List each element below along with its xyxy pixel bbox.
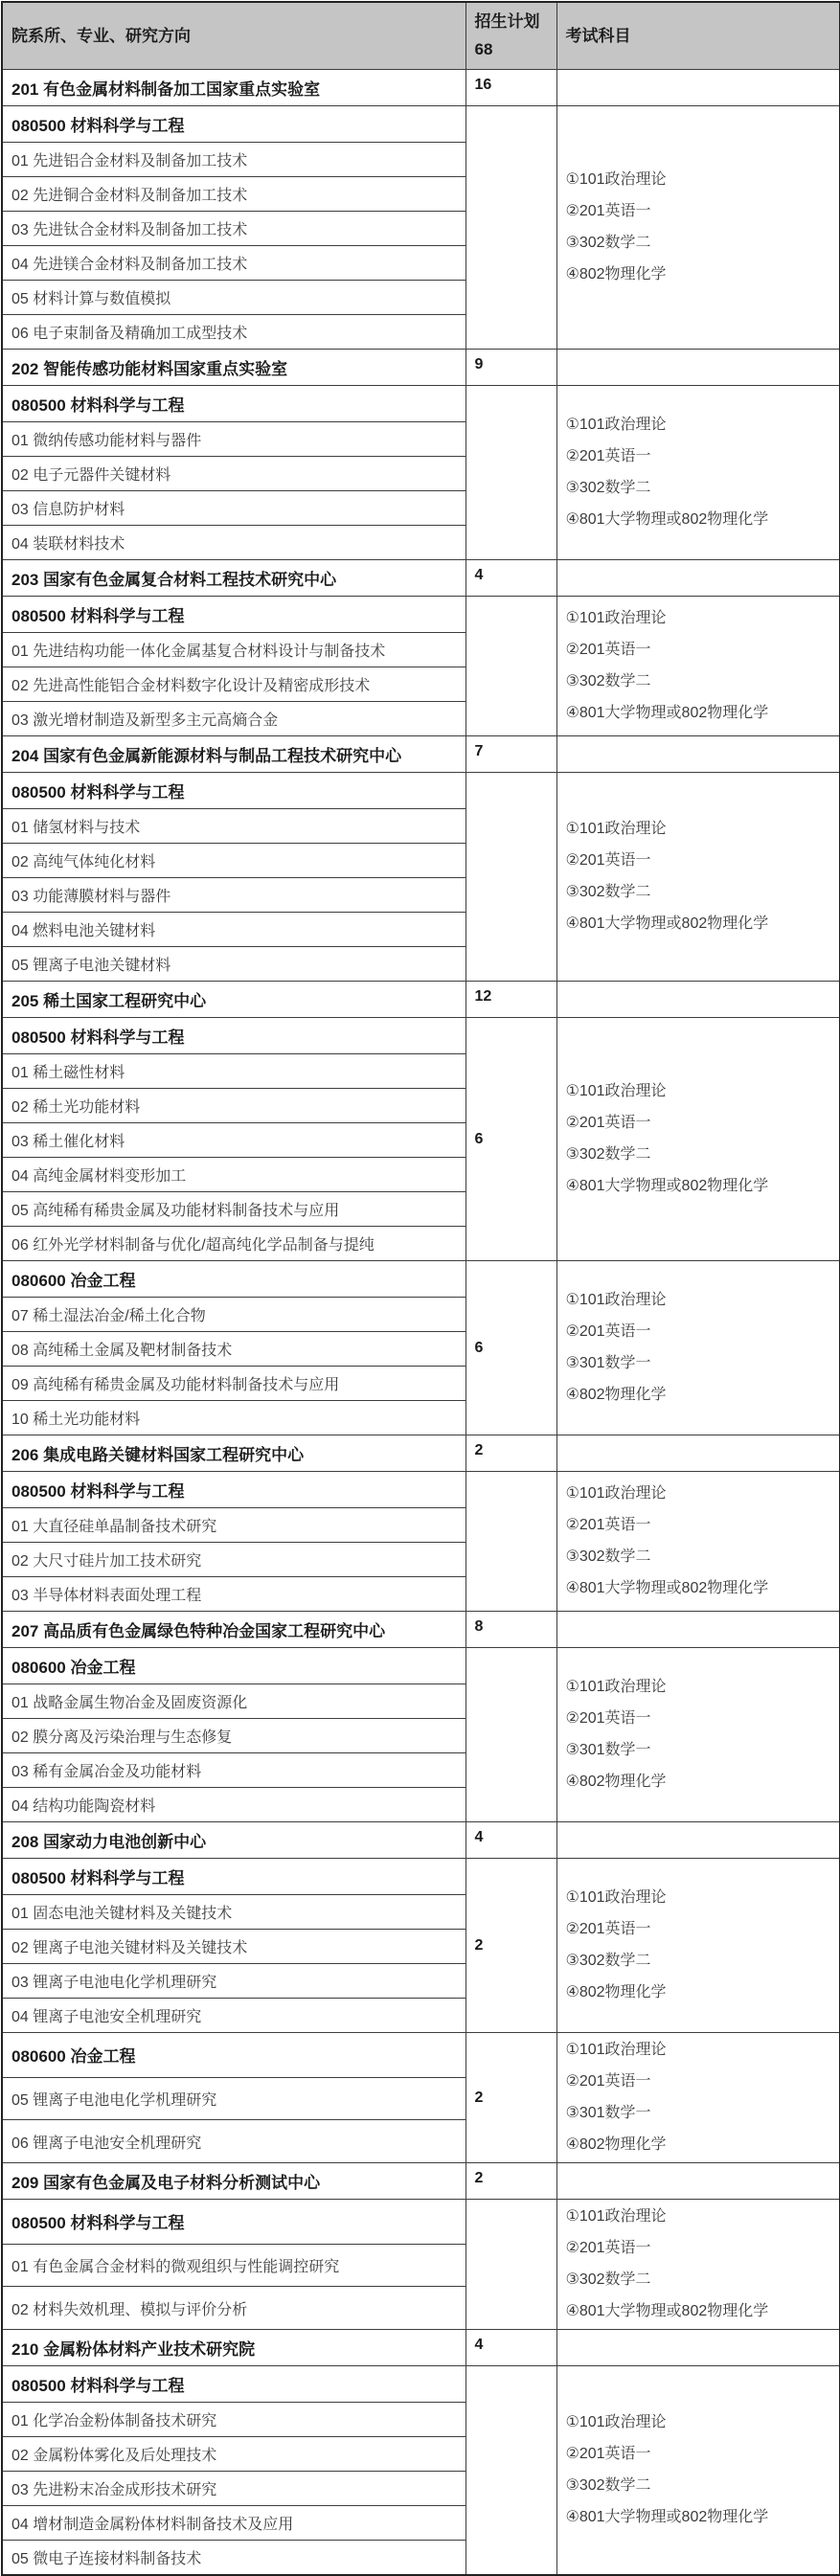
section-plan-cell: 4 <box>465 2330 556 2366</box>
exam-subject-line: ③302数学二 <box>565 884 651 900</box>
header-department-label: 院系所、专业、研究方向 <box>11 26 191 45</box>
group-plan-cell <box>465 386 556 560</box>
header-exam-column <box>556 2 840 70</box>
admission-plan-table <box>1 1 840 2576</box>
direction-cell: 01 固态电池关键材料及关键技术 <box>2 1895 465 1930</box>
direction-cell: 02 金属粉体雾化及后处理技术 <box>2 2437 465 2472</box>
direction-cell: 03 激光增材制造及新型多主元高熵合金 <box>2 702 465 736</box>
exam-subject-line: ④802物理化学 <box>565 1774 667 1790</box>
direction-cell: 02 先进铜合金材料及制备加工技术 <box>2 177 465 212</box>
exam-subjects-cell <box>556 1859 840 2033</box>
direction-cell: 02 先进高性能铝合金材料数字化设计及精密成形技术 <box>2 667 465 702</box>
section-exam-spacer-cell <box>556 1822 840 1859</box>
exam-subject-line: ③301数学一 <box>565 2105 651 2121</box>
exam-subject-line: ④801大学物理或802物理化学 <box>565 2509 769 2525</box>
exam-subjects-cell <box>556 106 840 350</box>
section-plan-cell: 4 <box>465 1822 556 1859</box>
section-exam-spacer-cell <box>556 2163 840 2200</box>
section-exam-spacer-cell <box>556 560 840 597</box>
subject-cell: 080500 材料科学与工程 <box>2 1472 465 1508</box>
subject-row <box>2 1261 840 1298</box>
subject-cell: 080600 冶金工程 <box>2 1648 465 1684</box>
direction-cell: 02 高纯气体纯化材料 <box>2 844 465 878</box>
direction-cell: 01 化学冶金粉体制备技术研究 <box>2 2403 465 2437</box>
section-title-cell: 206 集成电路关键材料国家工程研究中心 <box>2 1435 465 1472</box>
direction-cell: 03 稀有金属冶金及功能材料 <box>2 1753 465 1788</box>
header-plan-label: 招生计划 <box>474 12 540 31</box>
section-exam-spacer-cell <box>556 1612 840 1648</box>
exam-subject-line: ①101政治理论 <box>565 1485 667 1502</box>
subject-cell: 080500 材料科学与工程 <box>2 106 465 143</box>
group-plan-cell <box>465 2200 556 2330</box>
group-plan-cell <box>465 1648 556 1822</box>
direction-cell: 03 先进粉末冶金成形技术研究 <box>2 2472 465 2506</box>
direction-cell: 04 结构功能陶瓷材料 <box>2 1788 465 1822</box>
subject-cell: 080600 冶金工程 <box>2 2033 465 2078</box>
exam-subjects-cell <box>556 2366 840 2576</box>
header-plan-total: 68 <box>474 40 493 58</box>
header-department-column <box>2 2 465 70</box>
exam-subject-line: ①101政治理论 <box>565 821 667 837</box>
direction-cell: 05 高纯稀有稀贵金属及功能材料制备技术与应用 <box>2 1192 465 1227</box>
exam-subject-line: ①101政治理论 <box>565 610 667 626</box>
direction-cell: 05 材料计算与数值模拟 <box>2 281 465 315</box>
subject-row <box>2 2033 840 2078</box>
subject-row <box>2 2366 840 2403</box>
direction-cell: 03 半导体材料表面处理工程 <box>2 1577 465 1612</box>
section-row <box>2 982 840 1018</box>
exam-subject-line: ②201英语一 <box>565 2073 651 2090</box>
section-row <box>2 560 840 597</box>
exam-subject-line: ②201英语一 <box>565 203 651 219</box>
subject-row <box>2 1859 840 1895</box>
direction-cell: 02 大尺寸硅片加工技术研究 <box>2 1543 465 1577</box>
direction-cell: 03 稀土催化材料 <box>2 1123 465 1158</box>
group-plan-cell <box>465 1472 556 1612</box>
section-plan-cell: 8 <box>465 1612 556 1648</box>
group-plan-cell <box>465 773 556 982</box>
subject-cell: 080500 材料科学与工程 <box>2 1859 465 1895</box>
header-row <box>2 2 840 70</box>
exam-subject-line: ②201英语一 <box>565 2446 651 2462</box>
subject-cell: 080500 材料科学与工程 <box>2 597 465 633</box>
subject-cell: 080500 材料科学与工程 <box>2 1018 465 1054</box>
exam-subject-line: ④802物理化学 <box>565 2136 667 2153</box>
subject-cell: 080500 材料科学与工程 <box>2 2366 465 2403</box>
direction-cell: 06 红外光学材料制备与优化/超高纯化学品制备与提纯 <box>2 1227 465 1261</box>
section-title-cell: 210 金属粉体材料产业技术研究院 <box>2 2330 465 2366</box>
group-plan-cell: 6 <box>465 1018 556 1261</box>
exam-subject-line: ③302数学二 <box>565 235 651 251</box>
exam-subject-line: ①101政治理论 <box>565 1889 667 1906</box>
exam-subject-line: ④802物理化学 <box>565 1387 667 1403</box>
exam-subject-line: ④802物理化学 <box>565 1984 667 2000</box>
direction-cell: 01 有色金属合金材料的微观组织与性能调控研究 <box>2 2244 465 2287</box>
table-header <box>2 2 840 70</box>
section-title-cell: 204 国家有色金属新能源材料与制品工程技术研究中心 <box>2 736 465 773</box>
direction-cell: 01 战略金属生物冶金及固废资源化 <box>2 1684 465 1719</box>
exam-subject-line: ②201英语一 <box>565 852 651 869</box>
section-row <box>2 70 840 106</box>
group-plan-cell: 2 <box>465 1859 556 2033</box>
exam-subjects-cell <box>556 1648 840 1822</box>
direction-cell: 01 大直径硅单晶制备技术研究 <box>2 1508 465 1543</box>
section-plan-cell: 9 <box>465 350 556 386</box>
direction-cell: 01 稀土磁性材料 <box>2 1054 465 1089</box>
direction-cell: 02 电子元器件关键材料 <box>2 457 465 491</box>
direction-cell: 04 装联材料技术 <box>2 526 465 560</box>
section-plan-cell: 4 <box>465 560 556 597</box>
section-row <box>2 1822 840 1859</box>
direction-cell: 01 先进结构功能一体化金属基复合材料设计与制备技术 <box>2 633 465 667</box>
table-body <box>2 70 840 2576</box>
direction-cell: 05 锂离子电池关键材料 <box>2 947 465 982</box>
direction-cell: 04 锂离子电池安全机理研究 <box>2 1999 465 2033</box>
exam-subject-line: ④802物理化学 <box>565 266 667 282</box>
section-exam-spacer-cell <box>556 982 840 1018</box>
group-plan-cell <box>465 2366 556 2576</box>
section-row <box>2 2330 840 2366</box>
direction-cell: 02 材料失效机理、模拟与评价分析 <box>2 2287 465 2330</box>
direction-cell: 01 先进铝合金材料及制备加工技术 <box>2 143 465 177</box>
direction-cell: 04 先进镁合金材料及制备加工技术 <box>2 246 465 281</box>
exam-subject-line: ①101政治理论 <box>565 1679 667 1695</box>
direction-cell: 05 锂离子电池电化学机理研究 <box>2 2077 465 2120</box>
exam-subject-line: ③302数学二 <box>565 480 651 496</box>
group-plan-cell: 6 <box>465 1261 556 1435</box>
exam-subject-line: ①101政治理论 <box>565 417 667 433</box>
direction-cell: 10 稀土光功能材料 <box>2 1401 465 1435</box>
group-plan-cell: 2 <box>465 2033 556 2163</box>
exam-subject-line: ③302数学二 <box>565 1953 651 1969</box>
exam-subjects-cell <box>556 597 840 736</box>
exam-subject-line: ④801大学物理或802物理化学 <box>565 705 769 721</box>
subject-cell: 080500 材料科学与工程 <box>2 2200 465 2245</box>
section-row <box>2 1612 840 1648</box>
direction-cell: 02 锂离子电池关键材料及关键技术 <box>2 1930 465 1964</box>
subject-row <box>2 1472 840 1508</box>
section-row <box>2 350 840 386</box>
exam-subjects-cell <box>556 386 840 560</box>
exam-subjects-cell <box>556 1261 840 1435</box>
exam-subject-line: ④801大学物理或802物理化学 <box>565 1580 769 1596</box>
exam-subject-line: ②201英语一 <box>565 2240 651 2256</box>
subject-row <box>2 2200 840 2245</box>
section-plan-cell: 12 <box>465 982 556 1018</box>
subject-row <box>2 597 840 633</box>
direction-cell: 03 先进钛合金材料及制备加工技术 <box>2 212 465 246</box>
section-title-cell: 207 高品质有色金属绿色特种冶金国家工程研究中心 <box>2 1612 465 1648</box>
exam-subject-line: ②201英语一 <box>565 1323 651 1340</box>
direction-cell: 02 膜分离及污染治理与生态修复 <box>2 1719 465 1753</box>
direction-cell: 06 电子束制备及精确加工成型技术 <box>2 315 465 350</box>
exam-subject-line: ②201英语一 <box>565 1517 651 1533</box>
direction-cell: 06 锂离子电池安全机理研究 <box>2 2120 465 2163</box>
exam-subject-line: ①101政治理论 <box>565 2414 667 2430</box>
section-exam-spacer-cell <box>556 736 840 773</box>
direction-cell: 03 信息防护材料 <box>2 491 465 526</box>
section-exam-spacer-cell <box>556 2330 840 2366</box>
subject-cell: 080500 材料科学与工程 <box>2 773 465 809</box>
direction-cell: 04 高纯金属材料变形加工 <box>2 1158 465 1192</box>
exam-subject-line: ①101政治理论 <box>565 1083 667 1099</box>
direction-cell: 05 微电子连接材料制备技术 <box>2 2541 465 2576</box>
direction-cell: 08 高纯稀土金属及靶材制备技术 <box>2 1332 465 1367</box>
exam-subjects-cell <box>556 2200 840 2330</box>
exam-subject-line: ②201英语一 <box>565 1115 651 1131</box>
section-title-cell: 209 国家有色金属及电子材料分析测试中心 <box>2 2163 465 2200</box>
section-row <box>2 2163 840 2200</box>
subject-row <box>2 1648 840 1684</box>
direction-cell: 01 微纳传感功能材料与器件 <box>2 422 465 457</box>
subject-cell: 080500 材料科学与工程 <box>2 386 465 422</box>
exam-subject-line: ①101政治理论 <box>565 2042 667 2058</box>
exam-subject-line: ②201英语一 <box>565 1710 651 1727</box>
section-plan-cell: 16 <box>465 70 556 106</box>
direction-cell: 04 燃料电池关键材料 <box>2 913 465 947</box>
exam-subject-line: ②201英语一 <box>565 448 651 464</box>
exam-subject-line: ②201英语一 <box>565 642 651 658</box>
group-plan-cell <box>465 597 556 736</box>
section-row <box>2 1435 840 1472</box>
subject-row <box>2 1018 840 1054</box>
exam-subject-line: ①101政治理论 <box>565 171 667 188</box>
direction-cell: 03 锂离子电池电化学机理研究 <box>2 1964 465 1999</box>
section-title-cell: 202 智能传感功能材料国家重点实验室 <box>2 350 465 386</box>
exam-subject-line: ③302数学二 <box>565 1146 651 1163</box>
exam-subject-line: ①101政治理论 <box>565 1292 667 1308</box>
exam-subject-line: ④801大学物理或802物理化学 <box>565 915 769 932</box>
exam-subject-line: ①101政治理论 <box>565 2208 667 2225</box>
subject-row <box>2 773 840 809</box>
section-exam-spacer-cell <box>556 1435 840 1472</box>
section-plan-cell: 2 <box>465 2163 556 2200</box>
section-exam-spacer-cell <box>556 70 840 106</box>
group-plan-cell <box>465 106 556 350</box>
direction-cell: 01 储氢材料与技术 <box>2 809 465 844</box>
section-title-cell: 203 国家有色金属复合材料工程技术研究中心 <box>2 560 465 597</box>
direction-cell: 04 增材制造金属粉体材料制备技术及应用 <box>2 2506 465 2541</box>
exam-subject-line: ②201英语一 <box>565 1921 651 1937</box>
exam-subjects-cell <box>556 773 840 982</box>
section-title-cell: 201 有色金属材料制备加工国家重点实验室 <box>2 70 465 106</box>
section-title-cell: 205 稀土国家工程研究中心 <box>2 982 465 1018</box>
exam-subject-line: ④801大学物理或802物理化学 <box>565 2303 769 2319</box>
direction-cell: 02 稀土光功能材料 <box>2 1089 465 1123</box>
header-exam-label: 考试科目 <box>565 26 631 45</box>
direction-cell: 09 高纯稀有稀贵金属及功能材料制备技术与应用 <box>2 1367 465 1401</box>
header-plan-column <box>465 2 556 70</box>
exam-subject-line: ③302数学二 <box>565 2271 651 2288</box>
exam-subject-line: ③302数学二 <box>565 673 651 689</box>
exam-subject-line: ④801大学物理或802物理化学 <box>565 511 769 528</box>
section-title-cell: 208 国家动力电池创新中心 <box>2 1822 465 1859</box>
exam-subject-line: ③302数学二 <box>565 1548 651 1565</box>
section-exam-spacer-cell <box>556 350 840 386</box>
exam-subjects-cell <box>556 1472 840 1612</box>
exam-subject-line: ③302数学二 <box>565 2477 651 2494</box>
subject-row <box>2 106 840 143</box>
section-plan-cell: 7 <box>465 736 556 773</box>
subject-row <box>2 386 840 422</box>
exam-subjects-cell <box>556 2033 840 2163</box>
exam-subject-line: ③301数学一 <box>565 1742 651 1758</box>
section-plan-cell: 2 <box>465 1435 556 1472</box>
direction-cell: 03 功能薄膜材料与器件 <box>2 878 465 913</box>
exam-subject-line: ③301数学一 <box>565 1355 651 1371</box>
section-row <box>2 736 840 773</box>
subject-cell: 080600 冶金工程 <box>2 1261 465 1298</box>
exam-subjects-cell <box>556 1018 840 1261</box>
direction-cell: 07 稀土湿法冶金/稀土化合物 <box>2 1298 465 1332</box>
exam-subject-line: ④801大学物理或802物理化学 <box>565 1178 769 1194</box>
